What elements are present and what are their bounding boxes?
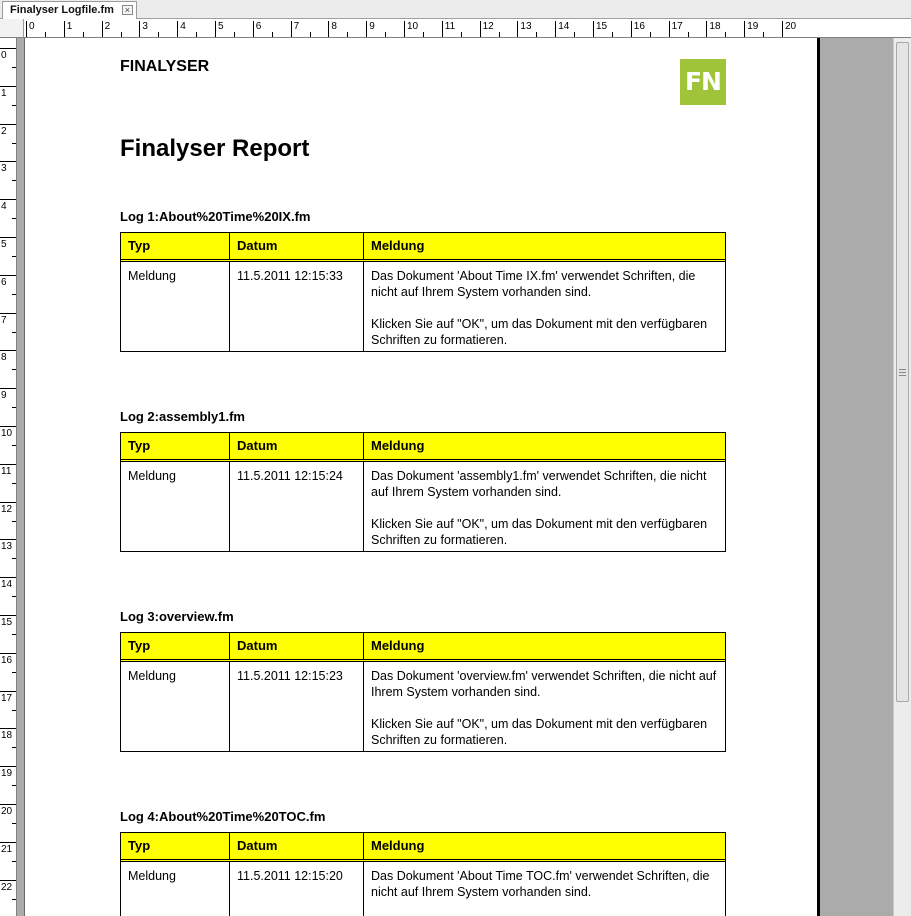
ruler-major-tick (593, 21, 594, 37)
ruler-major-tick (744, 21, 745, 37)
ruler-major-tick (0, 502, 16, 503)
ruler-minor-tick (12, 483, 16, 484)
cell-datum: 11.5.2011 12:15:33 (230, 262, 364, 351)
document-tab-label: Finalyser Logfile.fm (10, 4, 114, 16)
ruler-number: 3 (142, 21, 148, 32)
ruler-major-tick (669, 21, 670, 37)
ruler-major-tick (102, 21, 103, 37)
ruler-number: 1 (1, 87, 7, 99)
ruler-minor-tick (612, 32, 613, 37)
ruler-number: 17 (671, 21, 683, 32)
log-title: Log 4:About%20Time%20TOC.fm (120, 809, 326, 824)
ruler-number: 4 (180, 21, 186, 32)
ruler-major-tick (215, 21, 216, 37)
table-row (121, 862, 725, 916)
ruler-minor-tick (12, 407, 16, 408)
grip-icon (899, 369, 906, 376)
ruler-major-tick (0, 842, 16, 843)
ruler-number: 14 (1, 579, 13, 591)
ruler-number: 17 (1, 692, 13, 704)
vertical-ruler[interactable] (0, 38, 17, 916)
report-title: Finalyser Report (120, 135, 310, 162)
ruler-minor-tick (12, 332, 16, 333)
ruler-number: 16 (1, 654, 13, 666)
ruler-number: 5 (218, 21, 224, 32)
ruler-minor-tick (12, 785, 16, 786)
ruler-minor-tick (12, 256, 16, 257)
ruler-minor-tick (725, 32, 726, 37)
ruler-minor-tick (310, 32, 311, 37)
ruler-major-tick (442, 21, 443, 37)
ruler-number: 7 (293, 21, 300, 32)
table-row (121, 662, 725, 751)
ruler-major-tick (0, 804, 16, 805)
ruler-number: 22 (1, 881, 13, 893)
column-header-datum: Datum (230, 833, 364, 859)
document-page[interactable] (24, 38, 820, 916)
log-title: Log 1:About%20Time%20IX.fm (120, 209, 311, 224)
ruler-major-tick (0, 653, 16, 654)
log-table (120, 232, 726, 352)
ruler-minor-tick (12, 861, 16, 862)
ruler-minor-tick (12, 521, 16, 522)
ruler-number: 11 (1, 465, 12, 477)
ruler-minor-tick (12, 369, 16, 370)
ruler-minor-tick (12, 180, 16, 181)
ruler-minor-tick (12, 899, 16, 900)
ruler-major-tick (517, 21, 518, 37)
ruler-minor-tick (12, 558, 16, 559)
ruler-number: 14 (558, 21, 570, 32)
ruler-minor-tick (536, 32, 537, 37)
ruler-major-tick (631, 21, 632, 37)
ruler-minor-tick (272, 32, 273, 37)
ruler-major-tick (0, 313, 16, 314)
cell-typ: Meldung (121, 262, 230, 351)
ruler-minor-tick (12, 218, 16, 219)
ruler-number: 12 (482, 21, 494, 32)
ruler-major-tick (0, 615, 16, 616)
table-header (121, 833, 725, 862)
close-icon[interactable]: × (122, 5, 133, 15)
ruler-number: 6 (255, 21, 262, 32)
ruler-minor-tick (196, 32, 197, 37)
message-line: Das Dokument 'assembly1.fm' verwendet Schriften, die nicht auf Ihrem System vorhanden sind. (371, 469, 707, 499)
ruler-number: 18 (709, 21, 721, 32)
ruler-minor-tick (158, 32, 159, 37)
column-header-datum: Datum (230, 633, 364, 659)
document-tab[interactable] (2, 1, 137, 19)
column-header-meldung: Meldung (371, 838, 425, 853)
log-title: Log 3:overview.fm (120, 609, 234, 624)
ruler-number: 0 (29, 21, 35, 32)
ruler-number: 2 (1, 125, 7, 137)
ruler-number: 15 (596, 21, 608, 32)
column-header-typ: Typ (121, 233, 230, 259)
table-header (121, 233, 725, 262)
ruler-major-tick (0, 426, 16, 427)
tab-bar (0, 0, 911, 19)
table-row (121, 262, 725, 351)
cell-datum: 11.5.2011 12:15:20 (230, 862, 364, 916)
column-header-typ: Typ (121, 433, 230, 459)
vertical-scrollbar[interactable] (893, 38, 911, 916)
ruler-minor-tick (121, 32, 122, 37)
ruler-major-tick (139, 21, 140, 37)
horizontal-ruler[interactable] (0, 19, 911, 38)
column-header-datum: Datum (230, 233, 364, 259)
ruler-minor-tick (12, 105, 16, 106)
ruler-number: 9 (1, 390, 7, 402)
ruler-major-tick (177, 21, 178, 37)
table-header (121, 633, 725, 662)
ruler-major-tick (291, 21, 292, 37)
column-header-meldung: Meldung (371, 238, 425, 253)
ruler-major-tick (0, 880, 16, 881)
ruler-number: 2 (104, 21, 111, 32)
message-line: Das Dokument 'About Time TOC.fm' verwendet Schriften, die nicht auf Ihrem System vorhanden sind. (371, 869, 710, 899)
message-line: Das Dokument 'overview.fm' verwendet Schriften, die nicht auf Ihrem System vorhanden sind. (371, 669, 717, 699)
ruler-number: 7 (1, 314, 7, 326)
ruler-major-tick (0, 766, 16, 767)
ruler-number: 13 (520, 21, 532, 32)
ruler-number: 10 (1, 428, 13, 439)
column-header-meldung: Meldung (371, 438, 425, 453)
ruler-number: 12 (1, 503, 13, 515)
ruler-major-tick (0, 275, 16, 276)
ruler-minor-tick (385, 32, 386, 37)
ruler-minor-tick (45, 32, 46, 37)
ruler-major-tick (0, 691, 16, 692)
ruler-minor-tick (12, 294, 16, 295)
scrollbar-thumb[interactable] (896, 42, 909, 702)
cell-meldung (364, 662, 725, 751)
ruler-number: 5 (1, 239, 7, 250)
ruler-minor-tick (12, 67, 16, 68)
cell-typ: Meldung (121, 862, 230, 916)
cell-meldung (364, 262, 725, 351)
ruler-number: 20 (785, 21, 797, 32)
ruler-number: 11 (444, 21, 456, 32)
table-row (121, 462, 725, 551)
log-table (120, 832, 726, 916)
ruler-number: 9 (369, 21, 375, 32)
ruler-number: 8 (1, 352, 7, 364)
ruler-major-tick (0, 464, 16, 465)
ruler-major-tick (0, 539, 16, 540)
ruler-number: 19 (1, 768, 13, 780)
brand-heading: FINALYSER (120, 58, 210, 75)
ruler-minor-tick (12, 143, 16, 144)
ruler-number: 6 (1, 276, 7, 288)
column-header-datum: Datum (230, 433, 364, 459)
ruler-major-tick (706, 21, 707, 37)
ruler-major-tick (0, 237, 16, 238)
ruler-major-tick (555, 21, 556, 37)
cell-meldung (364, 862, 725, 916)
ruler-major-tick (26, 21, 27, 37)
log-title: Log 2:assembly1.fm (120, 409, 245, 424)
ruler-number: 1 (66, 21, 73, 32)
ruler-corner (0, 19, 24, 38)
ruler-major-tick (64, 21, 65, 37)
ruler-major-tick (0, 161, 16, 162)
cell-datum: 11.5.2011 12:15:23 (230, 662, 364, 751)
ruler-number: 19 (747, 21, 759, 32)
ruler-number: 21 (1, 843, 13, 855)
ruler-minor-tick (12, 672, 16, 673)
ruler-minor-tick (234, 32, 235, 37)
ruler-number: 15 (1, 617, 13, 628)
ruler-major-tick (253, 21, 254, 37)
ruler-number: 10 (407, 21, 419, 32)
ruler-major-tick (328, 21, 329, 37)
ruler-minor-tick (574, 32, 575, 37)
ruler-number: 3 (1, 163, 7, 175)
ruler-major-tick (782, 21, 783, 37)
cell-datum: 11.5.2011 12:15:24 (230, 462, 364, 551)
cell-meldung (364, 462, 725, 551)
ruler-major-tick (404, 21, 405, 37)
ruler-minor-tick (499, 32, 500, 37)
ruler-major-tick (0, 388, 16, 389)
ruler-major-tick (0, 48, 16, 49)
table-header (121, 433, 725, 462)
ruler-major-tick (0, 124, 16, 125)
ruler-minor-tick (461, 32, 462, 37)
column-header-typ: Typ (121, 633, 230, 659)
ruler-major-tick (480, 21, 481, 37)
ruler-number: 8 (331, 21, 337, 32)
log-table (120, 432, 726, 552)
message-line: Klicken Sie auf "OK", um das Dokument mit den verfügbaren Schriften zu formatieren. (371, 317, 708, 347)
ruler-major-tick (0, 199, 16, 200)
message-line: Das Dokument 'About Time IX.fm' verwendet Schriften, die nicht auf Ihrem System vorhanden sind. (371, 269, 696, 299)
ruler-number: 4 (1, 201, 7, 213)
ruler-minor-tick (12, 747, 16, 748)
ruler-minor-tick (12, 596, 16, 597)
ruler-minor-tick (347, 32, 348, 37)
column-header-meldung: Meldung (371, 638, 425, 653)
message-line: Klicken Sie auf "OK", um das Dokument mit den verfügbaren Schriften zu formatieren. (371, 717, 708, 747)
ruler-minor-tick (763, 32, 764, 37)
column-header-typ: Typ (121, 833, 230, 859)
ruler-number: 16 (633, 21, 645, 32)
ruler-major-tick (0, 577, 16, 578)
ruler-number: 20 (1, 806, 13, 817)
ruler-major-tick (366, 21, 367, 37)
message-line: Klicken Sie auf "OK", um das Dokument mit den verfügbaren Schriften zu formatieren. (371, 517, 708, 547)
log-table (120, 632, 726, 752)
ruler-number: 18 (1, 730, 13, 742)
ruler-minor-tick (688, 32, 689, 37)
ruler-minor-tick (12, 710, 16, 711)
ruler-minor-tick (12, 634, 16, 635)
ruler-minor-tick (83, 32, 84, 37)
ruler-number: 0 (1, 50, 7, 61)
ruler-major-tick (0, 728, 16, 729)
ruler-minor-tick (650, 32, 651, 37)
cell-typ: Meldung (121, 462, 230, 551)
finalyser-logo: FN (680, 59, 726, 105)
ruler-major-tick (0, 86, 16, 87)
ruler-minor-tick (12, 823, 16, 824)
cell-typ: Meldung (121, 662, 230, 751)
ruler-minor-tick (12, 445, 16, 446)
ruler-major-tick (0, 350, 16, 351)
ruler-number: 13 (1, 541, 13, 553)
ruler-minor-tick (423, 32, 424, 37)
